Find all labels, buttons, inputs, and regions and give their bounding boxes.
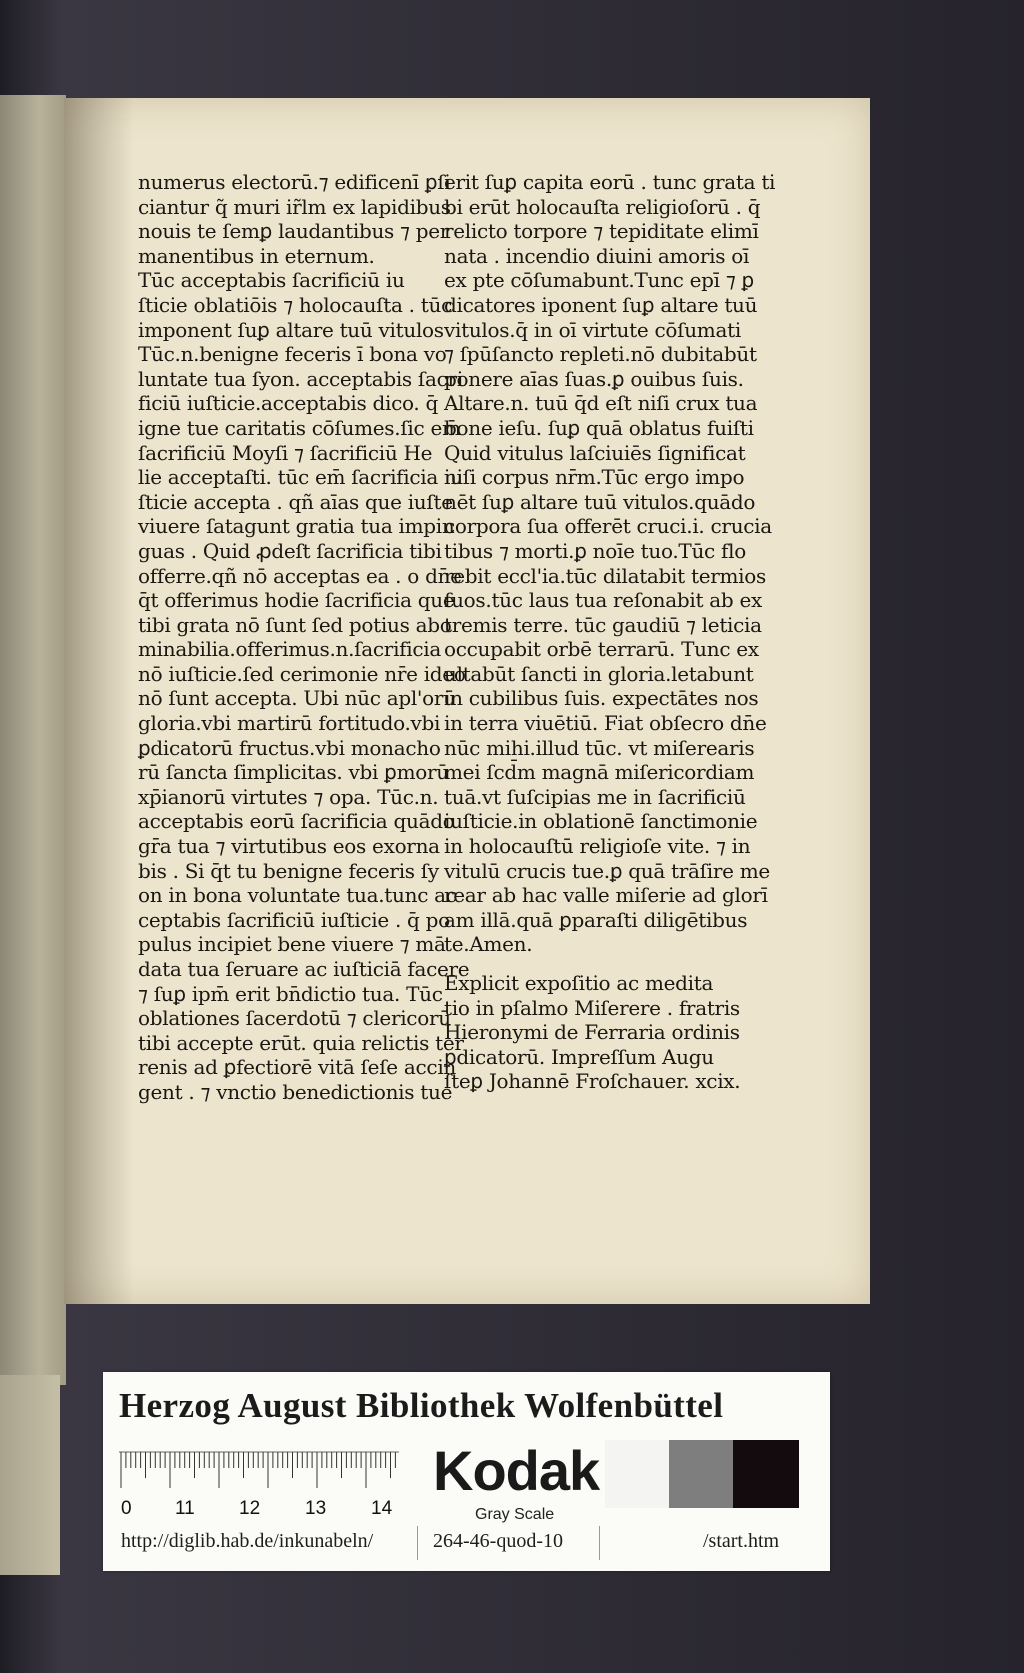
- text-line: Altare.n. tuū q̄d eſt niſi crux tua: [444, 391, 758, 416]
- text-line: ponere aīas ſuas.ꝑ ouibus ſuis.: [444, 366, 744, 391]
- text-line: ultabūt ſancti in gloria.letabunt: [444, 661, 754, 686]
- text-line: ſteꝑ Johannē Froſchauer. xcix.: [444, 1069, 741, 1094]
- text-line: Hieronymi de Ferraria ordinis: [444, 1020, 740, 1045]
- text-line: [444, 957, 734, 971]
- ruler-label-0: 0: [121, 1498, 132, 1519]
- text-line: ꝑdicatorū. Impreſſum Augu: [444, 1044, 714, 1069]
- text-line: Tūc acceptabis ſacrificiū iu: [138, 268, 405, 293]
- text-line: iuſticie.in oblationē ſanctimonie: [444, 809, 758, 834]
- kodak-logo: Kodak: [433, 1439, 600, 1502]
- text-line: mei ſcd̄m magnā miſericordiam: [444, 760, 755, 785]
- text-line: renis ad ꝑfectiorē vitā ſeſe accin: [138, 1055, 456, 1080]
- divider: [417, 1526, 418, 1560]
- text-line: ſticie accepta . qñ aīas que iuſte: [138, 489, 453, 514]
- text-line: ſacrificiū Moyſi ⁊ ſacrificiū He: [138, 440, 433, 465]
- text-line: viuere ſatagunt gratia tua impin: [138, 514, 455, 539]
- text-line: lie acceptaſti. tūc em̄ ſacrificia iu: [138, 465, 463, 490]
- text-line: manentibus in eternum.: [138, 243, 375, 268]
- text-line: vitulū crucis tue.ꝑ quā trāſire me: [444, 858, 770, 883]
- text-line: occupabit orbē terrarū. Tunc ex: [444, 637, 759, 662]
- gray-swatch-white: [605, 1440, 669, 1508]
- text-line: te.Amen.: [444, 932, 533, 957]
- text-line: ficiū iuſticie.acceptabis dico. q̄: [138, 391, 438, 416]
- text-line: am illā.quā ꝑparaſti diligētibus: [444, 907, 748, 932]
- text-line: imponent ſuꝑ altare tuū vitulos: [138, 317, 444, 342]
- ruler-label-13: 13: [305, 1498, 327, 1519]
- text-line: ſuos.tūc laus tua reſonabit ab ex: [444, 588, 762, 613]
- text-line: ciantur q̃ muri ir̃lm ex lapidibus: [138, 194, 451, 219]
- text-line: tremis terre. tūc gaudiū ⁊ leticia: [444, 612, 762, 637]
- text-line: minabilia.offerimus.n.ſacrificia: [138, 637, 441, 662]
- text-line: ꝑdicatorū fructus.vbi monacho: [138, 735, 441, 760]
- text-line: bone ieſu. ſuꝑ quā oblatus fuiſti: [444, 415, 754, 440]
- text-line: tuā.vt ſuſcipias me in ſacrificiū: [444, 784, 746, 809]
- text-line: ceptabis ſacrificiū iuſticie . q̄ po: [138, 907, 450, 932]
- text-line: tibi accepte erūt. quia relictis ter: [138, 1030, 464, 1055]
- text-line: in holocauſtū religioſe vite. ⁊ in: [444, 834, 751, 859]
- text-line: offerre.qñ nō acceptas ea . o dn̄e: [138, 563, 462, 588]
- text-line: igne tue caritatis cōſumes.ſic em̄: [138, 415, 461, 440]
- text-line: erit ſuꝑ capita eorū . tunc grata ti: [444, 170, 776, 194]
- page-gutter-shadow: [64, 98, 134, 1304]
- ruler-label-14: 14: [371, 1498, 393, 1519]
- text-line: nō ſunt accepta. Ubi nūc apl'orū: [138, 686, 456, 711]
- text-line: nūc mihi.illud tūc. vt miſerearis: [444, 735, 755, 760]
- text-line: on in bona voluntate tua.tunc ac: [138, 883, 457, 908]
- color-target-card: [103, 1372, 830, 1571]
- gray-swatch-black: [733, 1440, 799, 1508]
- text-line: nō iuſticie.ſed cerimonie nr̄e ideo: [138, 661, 466, 686]
- text-line: corpora ſua offerēt cruci.i. crucia: [444, 514, 772, 539]
- text-line: nata . incendio diuini amoris oī: [444, 243, 750, 268]
- text-line: in terra viuētiū. Fiat obſecro dn̄e: [444, 711, 767, 736]
- text-line: relicto torpore ⁊ tepiditate elimī: [444, 219, 759, 244]
- text-line: tio in pſalmo Miſerere . fratris: [444, 995, 740, 1020]
- text-line: ſticie oblatiōis ⁊ holocauſta . tūc: [138, 292, 453, 317]
- text-line: ⁊ ſuꝑ ipm̄ erit bn̄dictio tua. Tūc: [138, 981, 443, 1006]
- text-line: oblationes ſacerdotū ⁊ clericorū: [138, 1006, 451, 1031]
- text-line: bis . Si q̄t tu benigne feceris ſy: [138, 858, 439, 883]
- text-line: Tūc.n.benigne feceris ī bona vo: [138, 342, 447, 367]
- url-suffix: /start.htm: [703, 1530, 780, 1552]
- text-column-left: [138, 170, 470, 1105]
- text-line: guas . Quid ꝓdeſt ſacrificia tibi: [138, 538, 442, 563]
- text-line: rū ſancta ſimplicitas. vbi ꝑmorū: [138, 760, 449, 785]
- text-line: xp̄ianorū virtutes ⁊ opa. Tūc.n.: [138, 784, 439, 809]
- text-line: vitulos.q̄ in oī virtute cōſumati: [444, 317, 741, 342]
- text-line: gr̄a tua ⁊ virtutibus eos exorna: [138, 834, 440, 859]
- text-line: gent . ⁊ vnctio benedictionis tue: [138, 1079, 453, 1104]
- text-line: nouis te ſemꝑ laudantibus ⁊ per: [138, 219, 450, 244]
- text-line: in cubilibus ſuis. expectātes nos: [444, 686, 759, 711]
- ruler-label-12: 12: [239, 1498, 261, 1519]
- text-line: tibi grata nō ſunt ſed potius abo: [138, 612, 452, 637]
- divider: [599, 1526, 600, 1560]
- ruler-label-11: 11: [175, 1498, 195, 1519]
- text-line: bi erūt holocauſta religioſorū . q̄: [444, 194, 761, 219]
- text-line: Quid vitulus laſciuiēs ſignificat: [444, 440, 746, 465]
- text-line: pulus incipiet bene viuere ⁊ mā: [138, 932, 446, 957]
- url-base: http://diglib.hab.de/inkunabeln/: [121, 1530, 374, 1552]
- text-line: ⁊ ſpūſancto repleti.nō dubitabūt: [444, 342, 757, 367]
- gray-swatch-mid: [669, 1440, 733, 1508]
- library-title: Herzog August Bibliothek Wolfenbüttel: [119, 1386, 724, 1425]
- text-line: niſi corpus nr̄m.Tūc ergo impo: [444, 465, 745, 490]
- measurement-ruler: [119, 1448, 419, 1524]
- shelfmark-id: 264-46-quod-10: [433, 1530, 563, 1552]
- text-line: q̄t offerimus hodie ſacrificia que: [138, 588, 455, 613]
- text-line: nēt ſuꝑ altare tuū vitulos.quādo: [444, 489, 756, 514]
- binding-edge: [0, 1375, 60, 1575]
- previous-page-edge: [0, 95, 66, 1385]
- text-line: acceptabis eorū ſacrificia quādo: [138, 809, 455, 834]
- text-line: luntate tua ſyon. acceptabis ſacri: [138, 366, 463, 391]
- text-column-right: [444, 170, 776, 1094]
- text-line: gloria.vbi martirū fortitudo.vbi: [138, 711, 441, 736]
- text-line: dicatores iponent ſuꝑ altare tuū: [444, 292, 758, 317]
- text-line: Explicit expoſitio ac medita: [444, 971, 714, 995]
- text-line: numerus electorū.⁊ edificenī ꝑſi: [138, 170, 451, 194]
- text-line: rear ab hac valle miſerie ad glorī: [444, 883, 768, 908]
- text-line: rebit eccl'ia.tūc dilatabit termios: [444, 563, 766, 588]
- text-line: data tua ſeruare ac iuſticiā facere: [138, 957, 470, 981]
- gray-scale-label: Gray Scale: [475, 1506, 555, 1523]
- text-line: ex pte cōſumabunt.Tunc epī ⁊ ꝑ: [444, 268, 754, 293]
- text-line: tibus ⁊ morti.ꝑ noīe tuo.Tūc flo: [444, 538, 746, 563]
